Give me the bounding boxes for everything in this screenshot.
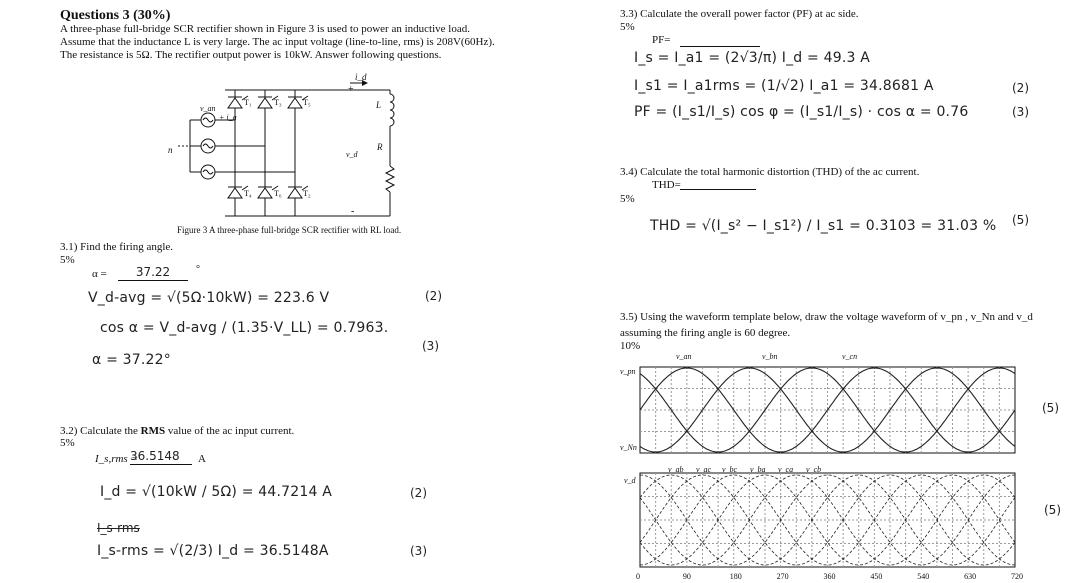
resistor-r xyxy=(386,166,394,192)
q32-mark-2: (3) xyxy=(410,544,427,558)
intro-line-2: Assume that the inductance L is very large. The ac input voltage (line-to-line, rms) is 208V(60Hz). xyxy=(60,36,495,48)
q32-work-line1: I_d = √(10kW / 5Ω) = 44.7214 A xyxy=(100,484,333,500)
q31-work-line3: α = 37.22° xyxy=(92,352,171,368)
q34-title: 3.4) Calculate the total harmonic distortion (THD) of the ac current. xyxy=(620,166,920,178)
label-t4: T₄ xyxy=(244,189,252,198)
q32-mark-1: (2) xyxy=(410,486,427,500)
label-t6: T₆ xyxy=(274,189,282,198)
q31-mark-1: (2) xyxy=(425,289,442,303)
x-tick-label: 180 xyxy=(729,572,742,581)
waveform-template xyxy=(630,345,1020,575)
thd-answer-line xyxy=(680,189,756,190)
axis-label-vnn: v_Nn xyxy=(620,443,637,452)
label-t3: T₃ xyxy=(274,98,282,107)
intro-line-3: The resistance is 5Ω. The rectifier output power is 10kW. Answer following questions. xyxy=(60,49,442,61)
rectifier-circuit-diagram xyxy=(0,70,400,230)
label-vd: v_d xyxy=(346,150,358,159)
pf-answer-line xyxy=(680,46,760,47)
q34-weight: 5% xyxy=(620,193,635,205)
q35-title-line1: 3.5) Using the waveform template below, draw the voltage waveform of v_pn , v_Nn and v_d xyxy=(620,311,1033,323)
figure-caption: Figure 3 A three-phase full-bridge SCR rectifier with RL load. xyxy=(177,225,402,235)
irms-answer: 36.5148 xyxy=(130,450,192,465)
inductor-l xyxy=(390,94,394,126)
phase-voltage-grid xyxy=(640,367,1015,453)
q32-struck-text: I_s-rms xyxy=(97,521,140,535)
q33-work-line2: I_s1 = I_a1rms = (1/√2) I_a1 = 34.8681 A xyxy=(634,78,934,94)
q35-title-line2: assuming the firing angle is 60 degree. xyxy=(620,327,791,339)
alpha-label: α = xyxy=(92,268,107,280)
q32-work-line2: I_s-rms = √(2/3) I_d = 36.5148A xyxy=(97,543,329,559)
label-neutral-n: n xyxy=(168,145,173,155)
label-resistor: R xyxy=(377,142,383,152)
q33-weight: 5% xyxy=(620,21,635,33)
q31-work-line1: V_d-avg = √(5Ω·10kW) = 223.6 V xyxy=(88,290,330,306)
wave-label-vab: v_ab xyxy=(668,465,684,474)
x-tick-label: 0 xyxy=(636,572,640,581)
wave-label-vcb: v_cb xyxy=(806,465,822,474)
q31-work-line2: cos α = V_d-avg / (1.35·V_LL) = 0.7963. xyxy=(100,320,389,336)
degree-symbol: ° xyxy=(196,264,200,275)
axis-label-vpn: v_pn xyxy=(620,367,636,376)
alpha-answer: 37.22 xyxy=(118,266,188,281)
label-plus-top: + xyxy=(348,84,354,95)
q34-work-line: THD = √(I_s² − I_s1²) / I_s1 = 0.3103 = 31.03 % xyxy=(650,218,997,234)
x-tick-label: 720 xyxy=(1011,572,1023,581)
label-van: v_an xyxy=(200,104,216,113)
label-t5: T₅ xyxy=(303,98,311,107)
label-ia: + i_a xyxy=(219,113,237,122)
label-minus-bottom: - xyxy=(351,206,355,217)
q31-weight: 5% xyxy=(60,254,75,266)
q32-title: 3.2) Calculate the RMS value of the ac input current. xyxy=(60,425,295,437)
wave-label-vba: v_ba xyxy=(750,465,766,474)
q31-title: 3.1) Find the firing angle. xyxy=(60,241,174,253)
q31-mark-2: (3) xyxy=(422,339,439,353)
x-tick-label: 90 xyxy=(682,572,691,581)
intro-line-1: A three-phase full-bridge SCR rectifier shown in Figure 3 is used to power an inductive load. xyxy=(60,23,470,35)
label-inductor: L xyxy=(376,100,382,110)
q35-weight: 10% xyxy=(620,340,641,352)
label-t2: T₂ xyxy=(303,189,311,198)
wave-label-vac: v_ac xyxy=(696,465,712,474)
q33-mark-1: (2) xyxy=(1012,81,1029,95)
thd-label: THD= xyxy=(652,179,681,191)
label-t1: T₁ xyxy=(244,98,252,107)
x-tick-label: 270 xyxy=(776,572,789,581)
x-tick-label: 360 xyxy=(823,572,836,581)
x-tick-label: 450 xyxy=(870,572,883,581)
irms-unit: A xyxy=(198,453,206,465)
wave-label-vcn: v_cn xyxy=(842,352,858,361)
irms-label: I_s,rms = xyxy=(95,453,138,465)
pf-label: PF= xyxy=(652,34,671,46)
question-heading: Questions 3 (30%) xyxy=(60,8,171,23)
q33-work-line1: I_s = I_a1 = (2√3/π) I_d = 49.3 A xyxy=(634,50,871,66)
line-voltage-grid xyxy=(640,473,1015,567)
axis-label-vd: v_d xyxy=(624,476,636,485)
q35-mark-bottom: (5) xyxy=(1044,503,1061,517)
wave-label-van: v_an xyxy=(676,352,692,361)
wave-label-vca: v_ca xyxy=(778,465,794,474)
wave-label-vbc: v_bc xyxy=(722,465,738,474)
wave-label-vbn: v_bn xyxy=(762,352,778,361)
q34-mark: (5) xyxy=(1012,213,1029,227)
x-tick-label: 630 xyxy=(964,572,977,581)
q32-weight: 5% xyxy=(60,437,75,449)
q33-mark-2: (3) xyxy=(1012,105,1029,119)
x-tick-label: 540 xyxy=(917,572,930,581)
q33-title: 3.3) Calculate the overall power factor (PF) at ac side. xyxy=(620,8,859,20)
label-id: i_d xyxy=(355,72,367,82)
q33-work-line3: PF = (I_s1/I_s) cos φ = (I_s1/I_s) · cos α = 0.76 xyxy=(634,104,969,120)
q35-mark-top: (5) xyxy=(1042,401,1059,415)
